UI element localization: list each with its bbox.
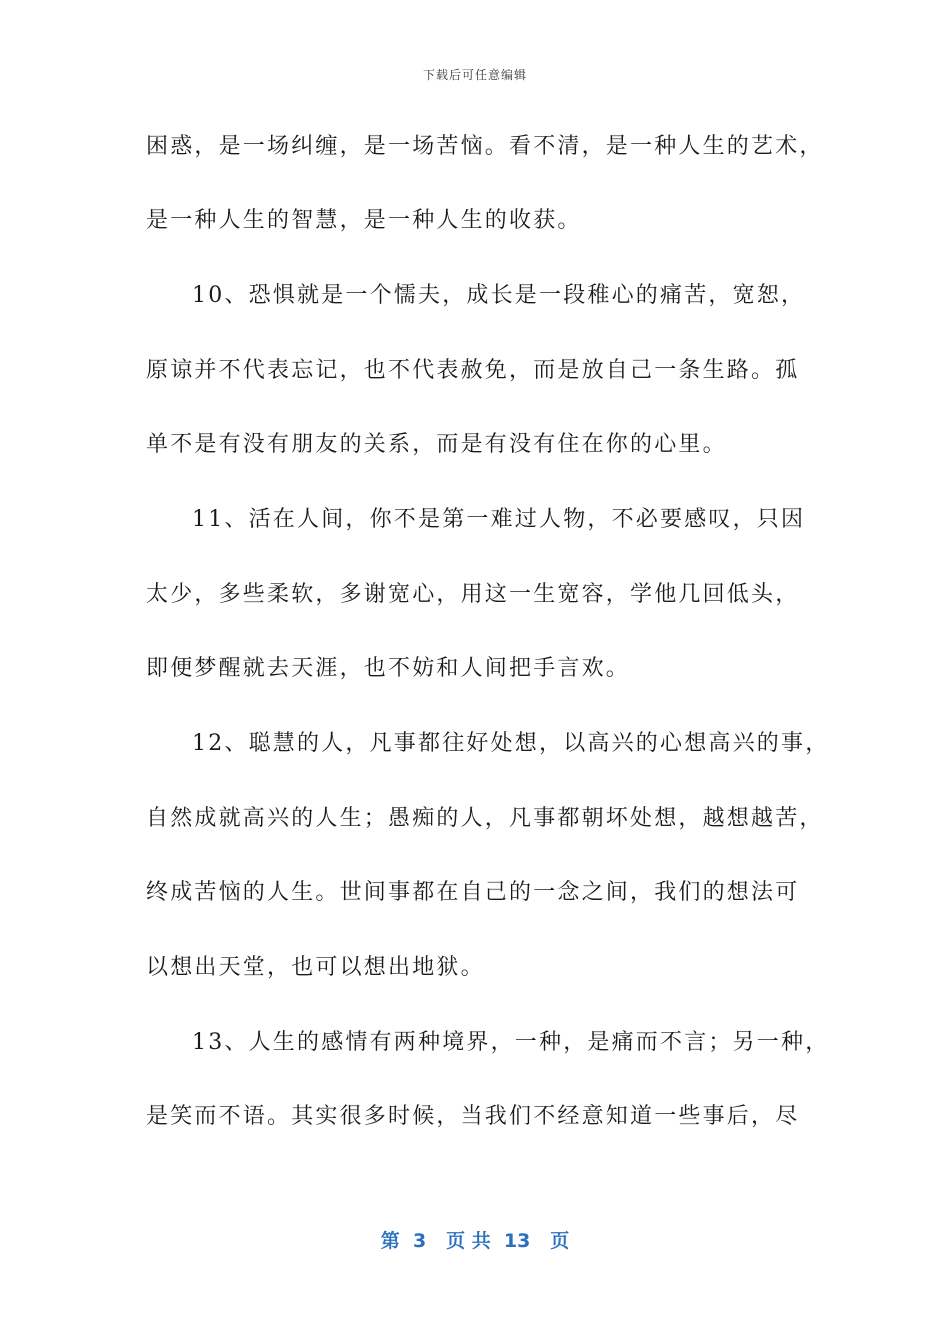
paragraph-12-start: 12、聪慧的人，凡事都往好处想，以高兴的心想高兴的事， xyxy=(192,731,830,756)
body-text-line: 太少，多些柔软，多谢宽心，用这一生宽容，学他几回低头， xyxy=(146,582,800,607)
body-text-line: 是一种人生的智慧，是一种人生的收获。 xyxy=(146,208,582,233)
header-note: 下载后可任意编辑 xyxy=(422,68,527,82)
body-text-line: 单不是有没有朋友的关系，而是有没有住在你的心里。 xyxy=(146,432,727,457)
paragraph-10-start: 10、恐惧就是一个懦夫，成长是一段稚心的痛苦，宽恕， xyxy=(192,283,806,308)
paragraph-11-start: 11、活在人间，你不是第一难过人物，不必要感叹，只因 xyxy=(192,507,806,532)
body-text-line: 困惑，是一场纠缠，是一场苦恼。看不清，是一种人生的艺术， xyxy=(146,134,824,159)
body-text-line: 是笑而不语。其实很多时候，当我们不经意知道一些事后，尽 xyxy=(146,1104,800,1129)
body-text-line: 即便梦醒就去天涯，也不妨和人间把手言欢。 xyxy=(146,656,631,681)
body-text-line: 自然成就高兴的人生；愚痴的人，凡事都朝坏处想，越想越苦， xyxy=(146,806,824,831)
body-text-line: 以想出天堂，也可以想出地狱。 xyxy=(146,955,485,980)
page-number-footer: 第 3 页 共 13 页 xyxy=(380,1230,570,1252)
paragraph-13-start: 13、人生的感情有两种境界，一种，是痛而不言；另一种， xyxy=(192,1030,830,1055)
body-text-line: 原谅并不代表忘记，也不代表赦免，而是放自己一条生路。孤 xyxy=(146,358,800,383)
body-text-line: 终成苦恼的人生。世间事都在自己的一念之间，我们的想法可 xyxy=(146,880,800,905)
